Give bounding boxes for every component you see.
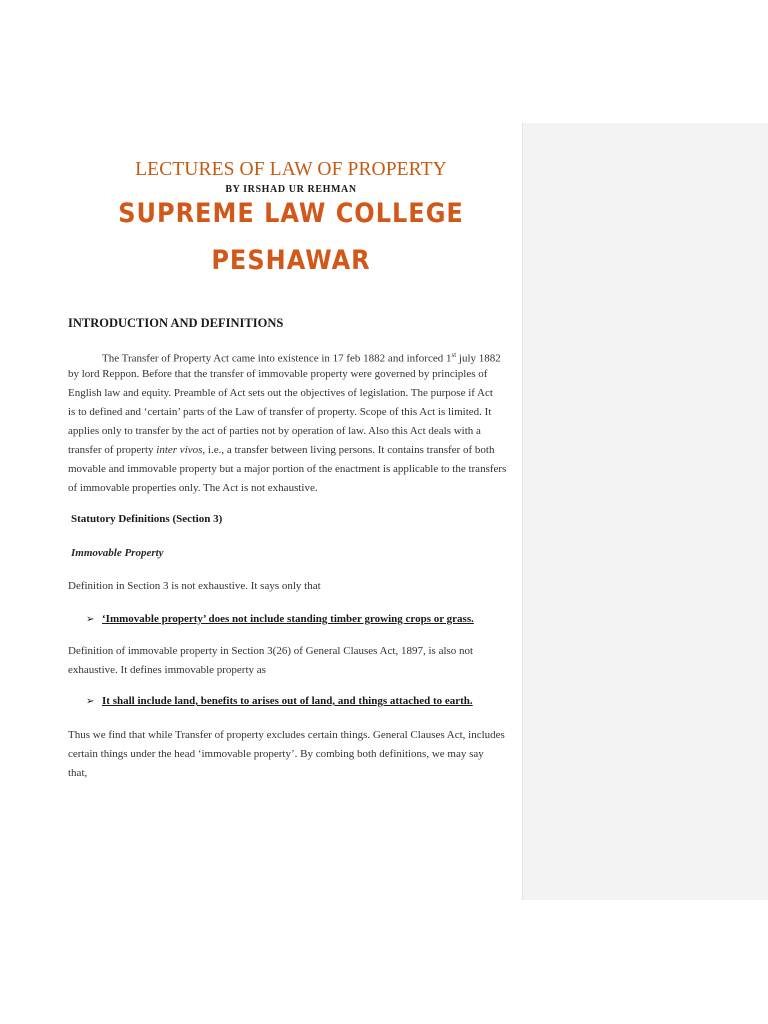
intro-line-4: is to defined and ‘certain’ parts of the Law of transfer of property. Scope of this Act is limited. It <box>68 406 492 418</box>
para2-line-2: exhaustive. It defines immovable property as <box>68 664 266 676</box>
intro-heading: INTRODUCTION AND DEFINITIONS <box>68 316 284 330</box>
intro-paragraph <box>68 346 514 498</box>
bullet-item-2 <box>86 695 473 707</box>
intro-line-5: applies only to transfer by the act of parties not by operation of law. Also this Act deals with a <box>68 425 481 437</box>
bullet-arrow-icon: ➢ <box>86 614 95 625</box>
intro-line-2: by lord Reppon. Before that the transfer of immovable property were governed by principles of <box>68 368 488 380</box>
bullet-item-1 <box>86 613 474 625</box>
bullet-text-2: It shall include land, benefits to arises out of land, and things attached to earth. <box>102 695 473 707</box>
immovable-property-heading: Immovable Property <box>71 547 164 559</box>
bullet-arrow-icon: ➢ <box>86 696 95 707</box>
para3-line-2: certain things under the head ‘immovable property’. By combing both definitions, we may say <box>68 748 484 760</box>
intro-line-3: English law and equity. Preamble of Act sets out the objectives of legislation. The purpose if Act <box>68 387 493 399</box>
lecture-title: LECTURES OF LAW OF PROPERTY <box>135 159 447 180</box>
intro-line-7: movable and immovable property but a major portion of the enactment is applicable to the transfers <box>68 463 507 475</box>
college-city: PESHAWAR <box>211 244 371 276</box>
statutory-heading: Statutory Definitions (Section 3) <box>71 513 223 525</box>
intro-line-6: transfer of property inter vivos, i.e., a transfer between living persons. It contains transfer of both <box>68 444 495 456</box>
intro-line-8: of immovable properties only. The Act is not exhaustive. <box>68 482 318 494</box>
para2-line-1: Definition of immovable property in Section 3(26) of General Clauses Act, 1897, is also not <box>68 645 474 657</box>
intro-line-1: The Transfer of Property Act came into existence in 17 feb 1882 and inforced 1st july 1882 <box>102 351 501 365</box>
bullet-text-1: ‘Immovable property’ does not include standing timber growing crops or grass. <box>102 613 474 625</box>
combined-definition-paragraph <box>68 726 514 783</box>
para3-line-1: Thus we find that while Transfer of property excludes certain things. General Clauses Act, includes <box>68 729 505 741</box>
general-clauses-paragraph <box>68 642 514 680</box>
para3-line-3: that, <box>68 767 88 779</box>
college-name: SUPREME LAW COLLEGE <box>118 197 464 229</box>
author-line: BY IRSHAD UR REHMAN <box>225 184 357 195</box>
comment-pane <box>522 123 768 900</box>
definition-line: Definition in Section 3 is not exhaustive. It says only that <box>68 580 321 592</box>
